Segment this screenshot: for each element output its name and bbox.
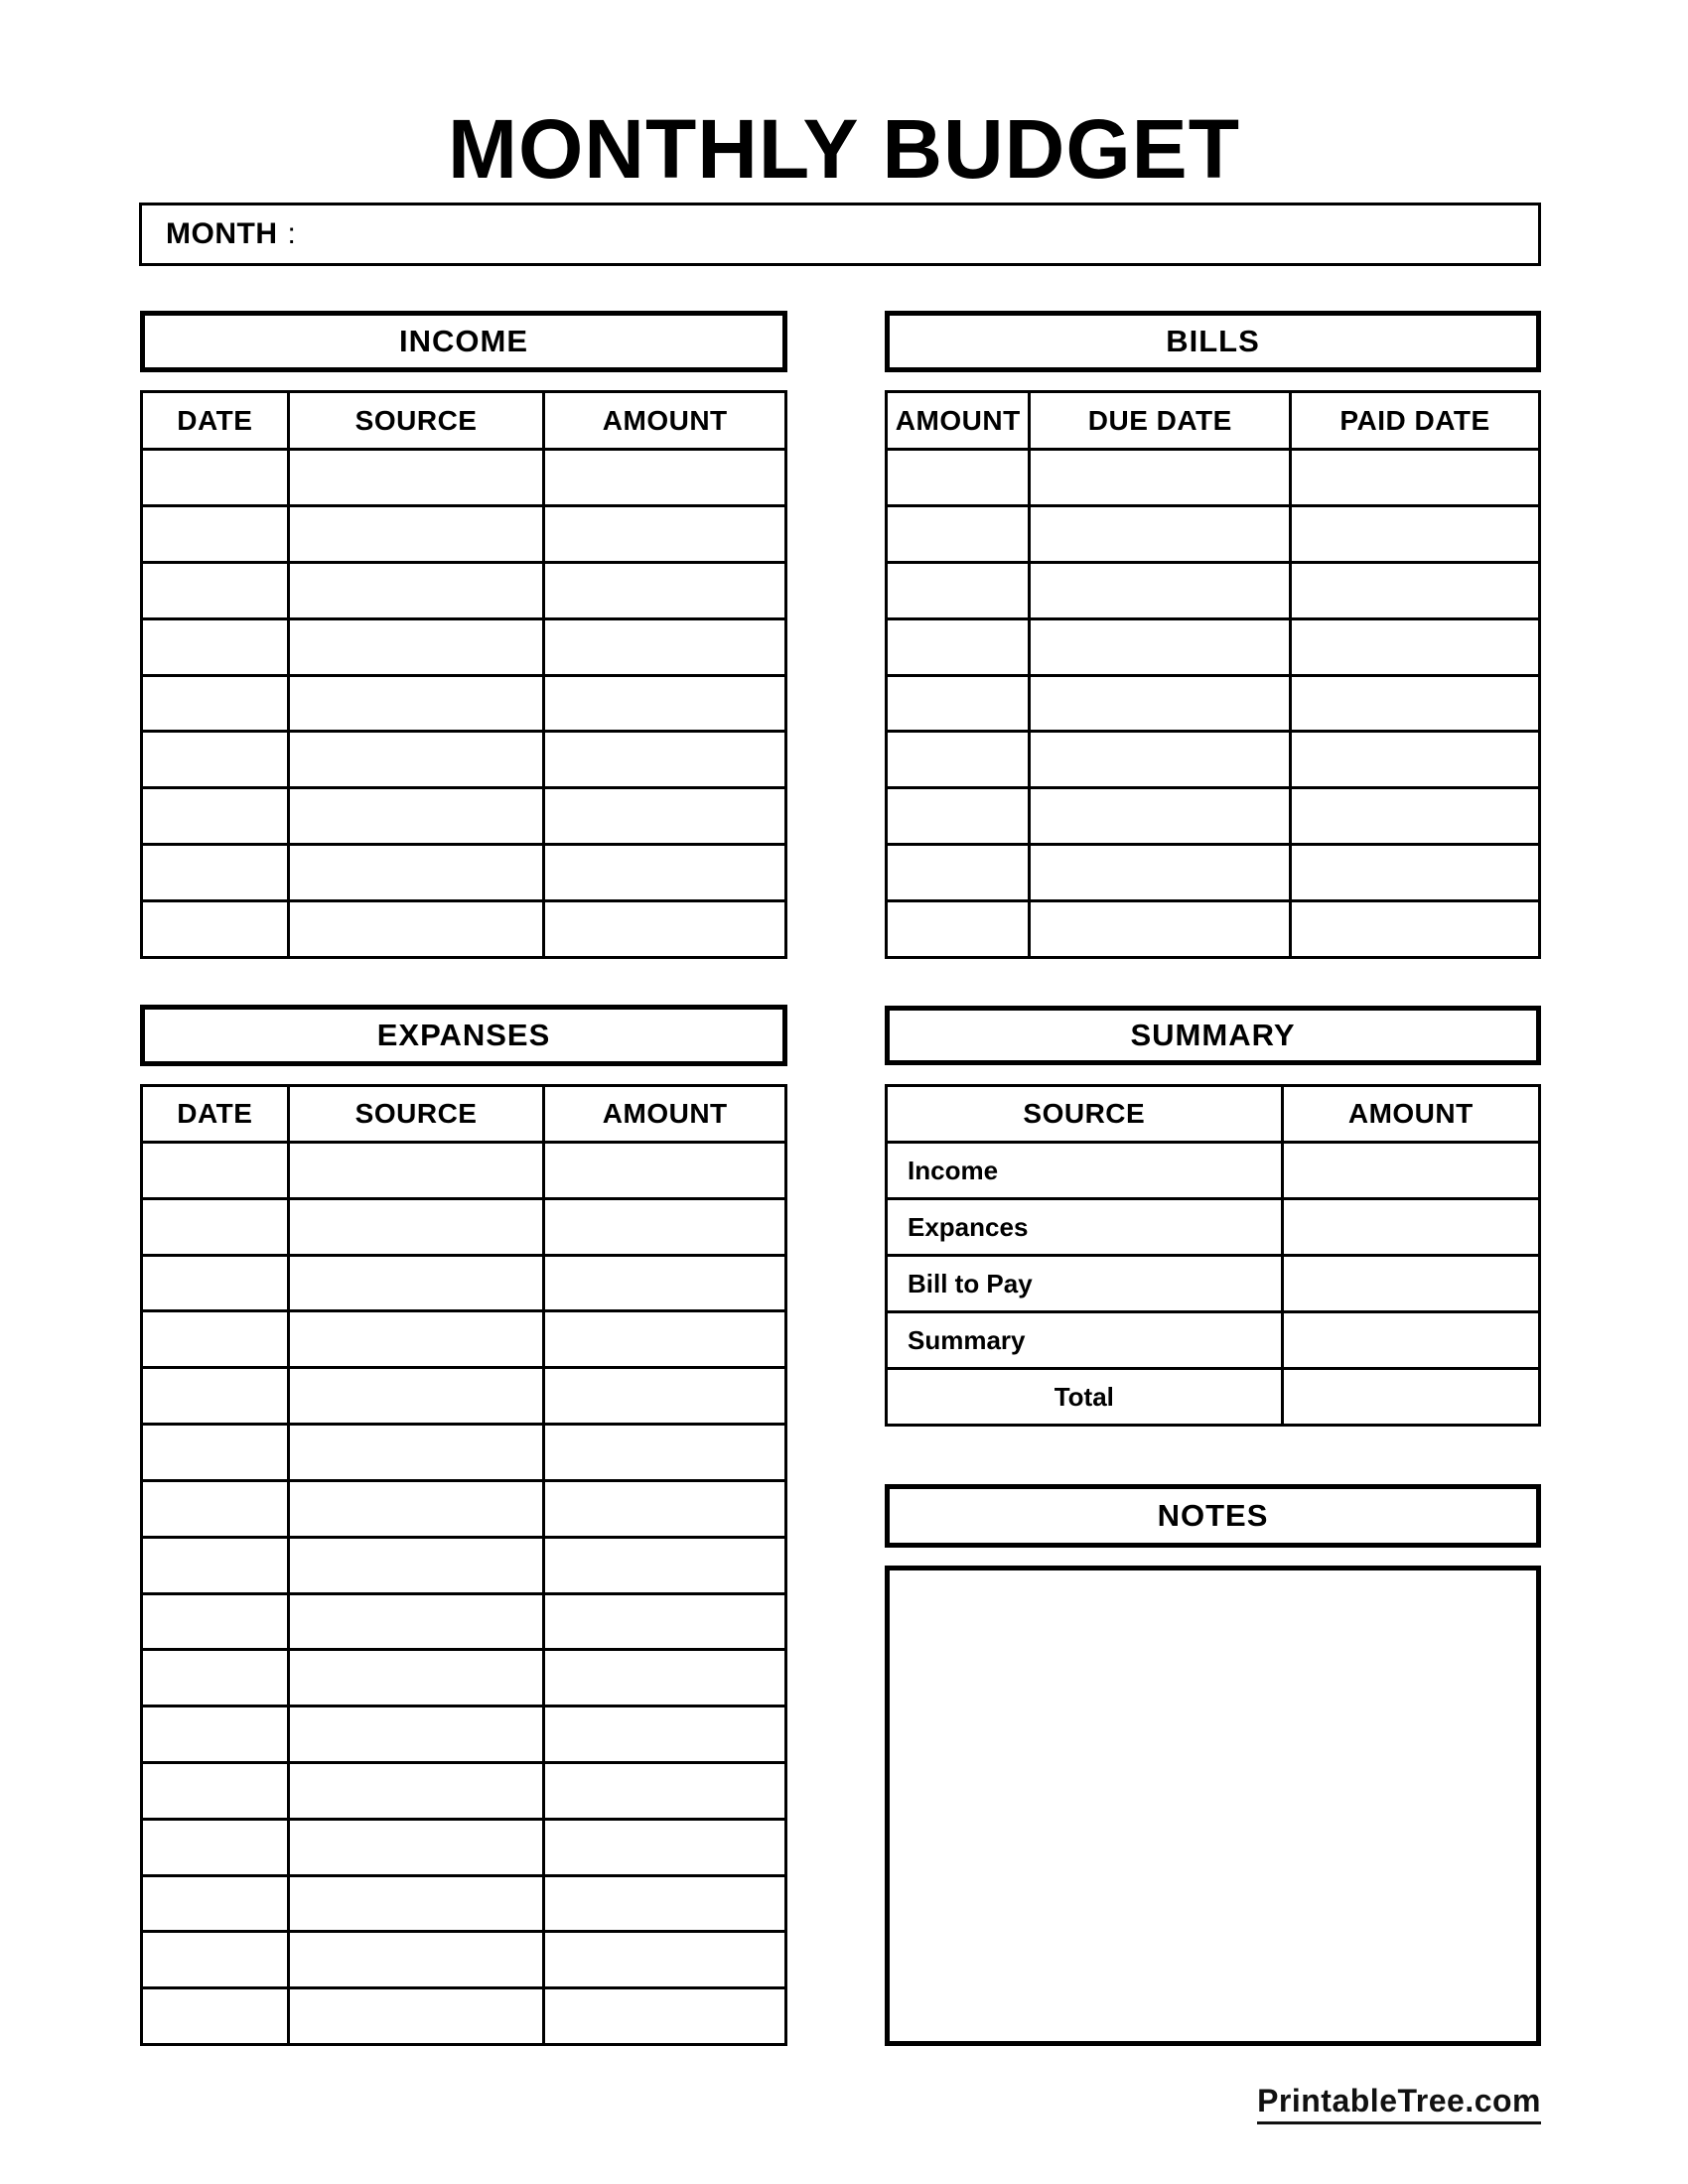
empty-cell[interactable]	[542, 1309, 784, 1366]
empty-cell[interactable]	[1028, 674, 1289, 731]
empty-cell[interactable]	[287, 1197, 543, 1254]
month-value-field[interactable]	[296, 205, 1538, 263]
month-box	[139, 203, 1541, 266]
empty-cell[interactable]	[888, 843, 1028, 899]
empty-cell[interactable]	[542, 786, 784, 843]
income-table	[140, 390, 787, 959]
empty-cell[interactable]	[287, 1254, 543, 1310]
empty-cell[interactable]	[143, 1986, 287, 2043]
summary-section-title: SUMMARY	[885, 1006, 1541, 1065]
empty-cell[interactable]	[1289, 730, 1538, 786]
empty-cell[interactable]	[143, 1592, 287, 1649]
empty-cell[interactable]	[888, 561, 1028, 617]
empty-cell[interactable]	[542, 1536, 784, 1592]
empty-cell[interactable]	[1028, 843, 1289, 899]
summary-value-bill-to-pay[interactable]	[1281, 1254, 1538, 1310]
bills-section-title: BILLS	[885, 311, 1541, 372]
empty-cell[interactable]	[143, 1423, 287, 1479]
empty-cell[interactable]	[542, 561, 784, 617]
empty-cell[interactable]	[888, 730, 1028, 786]
summary-col-header-amount: AMOUNT	[1281, 1087, 1538, 1141]
notes-area[interactable]	[885, 1566, 1541, 2046]
empty-cell[interactable]	[1289, 899, 1538, 956]
empty-cell[interactable]	[1028, 730, 1289, 786]
empty-cell[interactable]	[888, 786, 1028, 843]
expanses-col-header-source: SOURCE	[287, 1087, 543, 1141]
empty-cell[interactable]	[143, 561, 287, 617]
expanses-col-header-date: DATE	[177, 1098, 253, 1129]
income-col-header-date: DATE	[177, 404, 253, 436]
empty-cell[interactable]	[143, 899, 287, 956]
empty-cell[interactable]	[287, 899, 543, 956]
empty-cell[interactable]	[287, 617, 543, 674]
empty-cell[interactable]	[143, 617, 287, 674]
empty-cell[interactable]	[287, 1874, 543, 1931]
empty-cell[interactable]	[1289, 504, 1538, 561]
empty-cell[interactable]	[287, 1309, 543, 1366]
empty-cell[interactable]	[143, 1197, 287, 1254]
bills-table	[885, 390, 1541, 959]
empty-cell[interactable]	[1028, 504, 1289, 561]
empty-cell[interactable]	[888, 448, 1028, 504]
empty-cell[interactable]	[542, 1930, 784, 1986]
empty-cell[interactable]	[143, 1705, 287, 1761]
summary-value-summary[interactable]	[1281, 1310, 1538, 1367]
empty-cell[interactable]	[287, 843, 543, 899]
empty-cell[interactable]	[888, 674, 1028, 731]
empty-cell[interactable]	[542, 1423, 784, 1479]
empty-cell[interactable]	[287, 1930, 543, 1986]
empty-cell[interactable]	[287, 1818, 543, 1874]
empty-cell[interactable]	[287, 1423, 543, 1479]
empty-cell[interactable]	[143, 843, 287, 899]
expanses-col-header-amount: AMOUNT	[542, 1087, 784, 1141]
empty-cell[interactable]	[542, 730, 784, 786]
summary-row-label-income: Income	[888, 1141, 1281, 1197]
empty-cell[interactable]	[1289, 617, 1538, 674]
empty-cell[interactable]	[1289, 561, 1538, 617]
summary-row-label-total: Total	[888, 1367, 1281, 1424]
empty-cell[interactable]	[542, 1818, 784, 1874]
empty-cell[interactable]	[542, 504, 784, 561]
empty-cell[interactable]	[1289, 786, 1538, 843]
empty-cell[interactable]	[542, 1874, 784, 1931]
empty-cell[interactable]	[143, 1479, 287, 1536]
empty-cell[interactable]	[143, 1366, 287, 1423]
income-col-header-amount: AMOUNT	[542, 393, 784, 448]
empty-cell[interactable]	[287, 1479, 543, 1536]
page-title: MONTHLY BUDGET	[447, 102, 1241, 196]
empty-cell[interactable]	[287, 1648, 543, 1705]
empty-cell[interactable]	[1028, 448, 1289, 504]
empty-cell[interactable]	[542, 617, 784, 674]
empty-cell[interactable]	[542, 448, 784, 504]
summary-value-income[interactable]	[1281, 1141, 1538, 1197]
empty-cell[interactable]	[1028, 899, 1289, 956]
empty-cell[interactable]	[287, 561, 543, 617]
empty-cell[interactable]	[1289, 843, 1538, 899]
summary-col-header-source: SOURCE	[1023, 1098, 1146, 1129]
empty-cell[interactable]	[542, 1705, 784, 1761]
empty-cell[interactable]	[542, 1197, 784, 1254]
empty-cell[interactable]	[143, 1309, 287, 1366]
bills-col-header-paid-date: PAID DATE	[1289, 393, 1538, 448]
empty-cell[interactable]	[143, 504, 287, 561]
empty-cell[interactable]	[542, 1479, 784, 1536]
empty-cell[interactable]	[287, 1141, 543, 1197]
empty-cell[interactable]	[542, 1366, 784, 1423]
footer-link[interactable]: PrintableTree.com	[1257, 2083, 1541, 2124]
empty-cell[interactable]	[542, 1592, 784, 1649]
empty-cell[interactable]	[542, 1254, 784, 1310]
empty-cell[interactable]	[287, 1536, 543, 1592]
empty-cell[interactable]	[1289, 448, 1538, 504]
empty-cell[interactable]	[143, 1536, 287, 1592]
summary-row-label-expances: Expances	[888, 1197, 1281, 1254]
empty-cell[interactable]	[1028, 786, 1289, 843]
expanses-table	[140, 1084, 787, 2046]
bills-col-header-amount: AMOUNT	[895, 404, 1021, 436]
empty-cell[interactable]	[542, 843, 784, 899]
month-colon: :	[287, 217, 296, 250]
empty-cell[interactable]	[287, 786, 543, 843]
empty-cell[interactable]	[143, 448, 287, 504]
empty-cell[interactable]	[287, 448, 543, 504]
empty-cell[interactable]	[542, 1141, 784, 1197]
empty-cell[interactable]	[542, 899, 784, 956]
empty-cell[interactable]	[287, 504, 543, 561]
empty-cell[interactable]	[143, 1930, 287, 1986]
empty-cell[interactable]	[1028, 561, 1289, 617]
empty-cell[interactable]	[287, 1592, 543, 1649]
empty-cell[interactable]	[143, 1141, 287, 1197]
summary-value-expances[interactable]	[1281, 1197, 1538, 1254]
empty-cell[interactable]	[287, 674, 543, 731]
empty-cell[interactable]	[287, 1986, 543, 2043]
month-label: MONTH	[166, 217, 278, 250]
summary-row-label-bill-to-pay: Bill to Pay	[888, 1254, 1281, 1310]
expanses-section-title: EXPANSES	[140, 1005, 787, 1066]
empty-cell[interactable]	[143, 1648, 287, 1705]
bills-col-header-due-date: DUE DATE	[1028, 393, 1289, 448]
empty-cell[interactable]	[888, 899, 1028, 956]
empty-cell[interactable]	[143, 1761, 287, 1818]
empty-cell[interactable]	[287, 1366, 543, 1423]
empty-cell[interactable]	[143, 1874, 287, 1931]
empty-cell[interactable]	[542, 1761, 784, 1818]
empty-cell[interactable]	[542, 674, 784, 731]
empty-cell[interactable]	[143, 1254, 287, 1310]
notes-section-title: NOTES	[885, 1484, 1541, 1548]
empty-cell[interactable]	[287, 730, 543, 786]
empty-cell[interactable]	[1289, 674, 1538, 731]
empty-cell[interactable]	[888, 617, 1028, 674]
empty-cell[interactable]	[888, 504, 1028, 561]
empty-cell[interactable]	[542, 1986, 784, 2043]
empty-cell[interactable]	[143, 730, 287, 786]
empty-cell[interactable]	[542, 1648, 784, 1705]
empty-cell[interactable]	[287, 1705, 543, 1761]
summary-value-total[interactable]	[1281, 1367, 1538, 1424]
summary-table	[885, 1084, 1541, 1427]
income-col-header-source: SOURCE	[287, 393, 543, 448]
income-section-title: INCOME	[140, 311, 787, 372]
empty-cell[interactable]	[143, 786, 287, 843]
empty-cell[interactable]	[143, 1818, 287, 1874]
empty-cell[interactable]	[143, 674, 287, 731]
summary-row-label-summary: Summary	[888, 1310, 1281, 1367]
empty-cell[interactable]	[287, 1761, 543, 1818]
empty-cell[interactable]	[1028, 617, 1289, 674]
